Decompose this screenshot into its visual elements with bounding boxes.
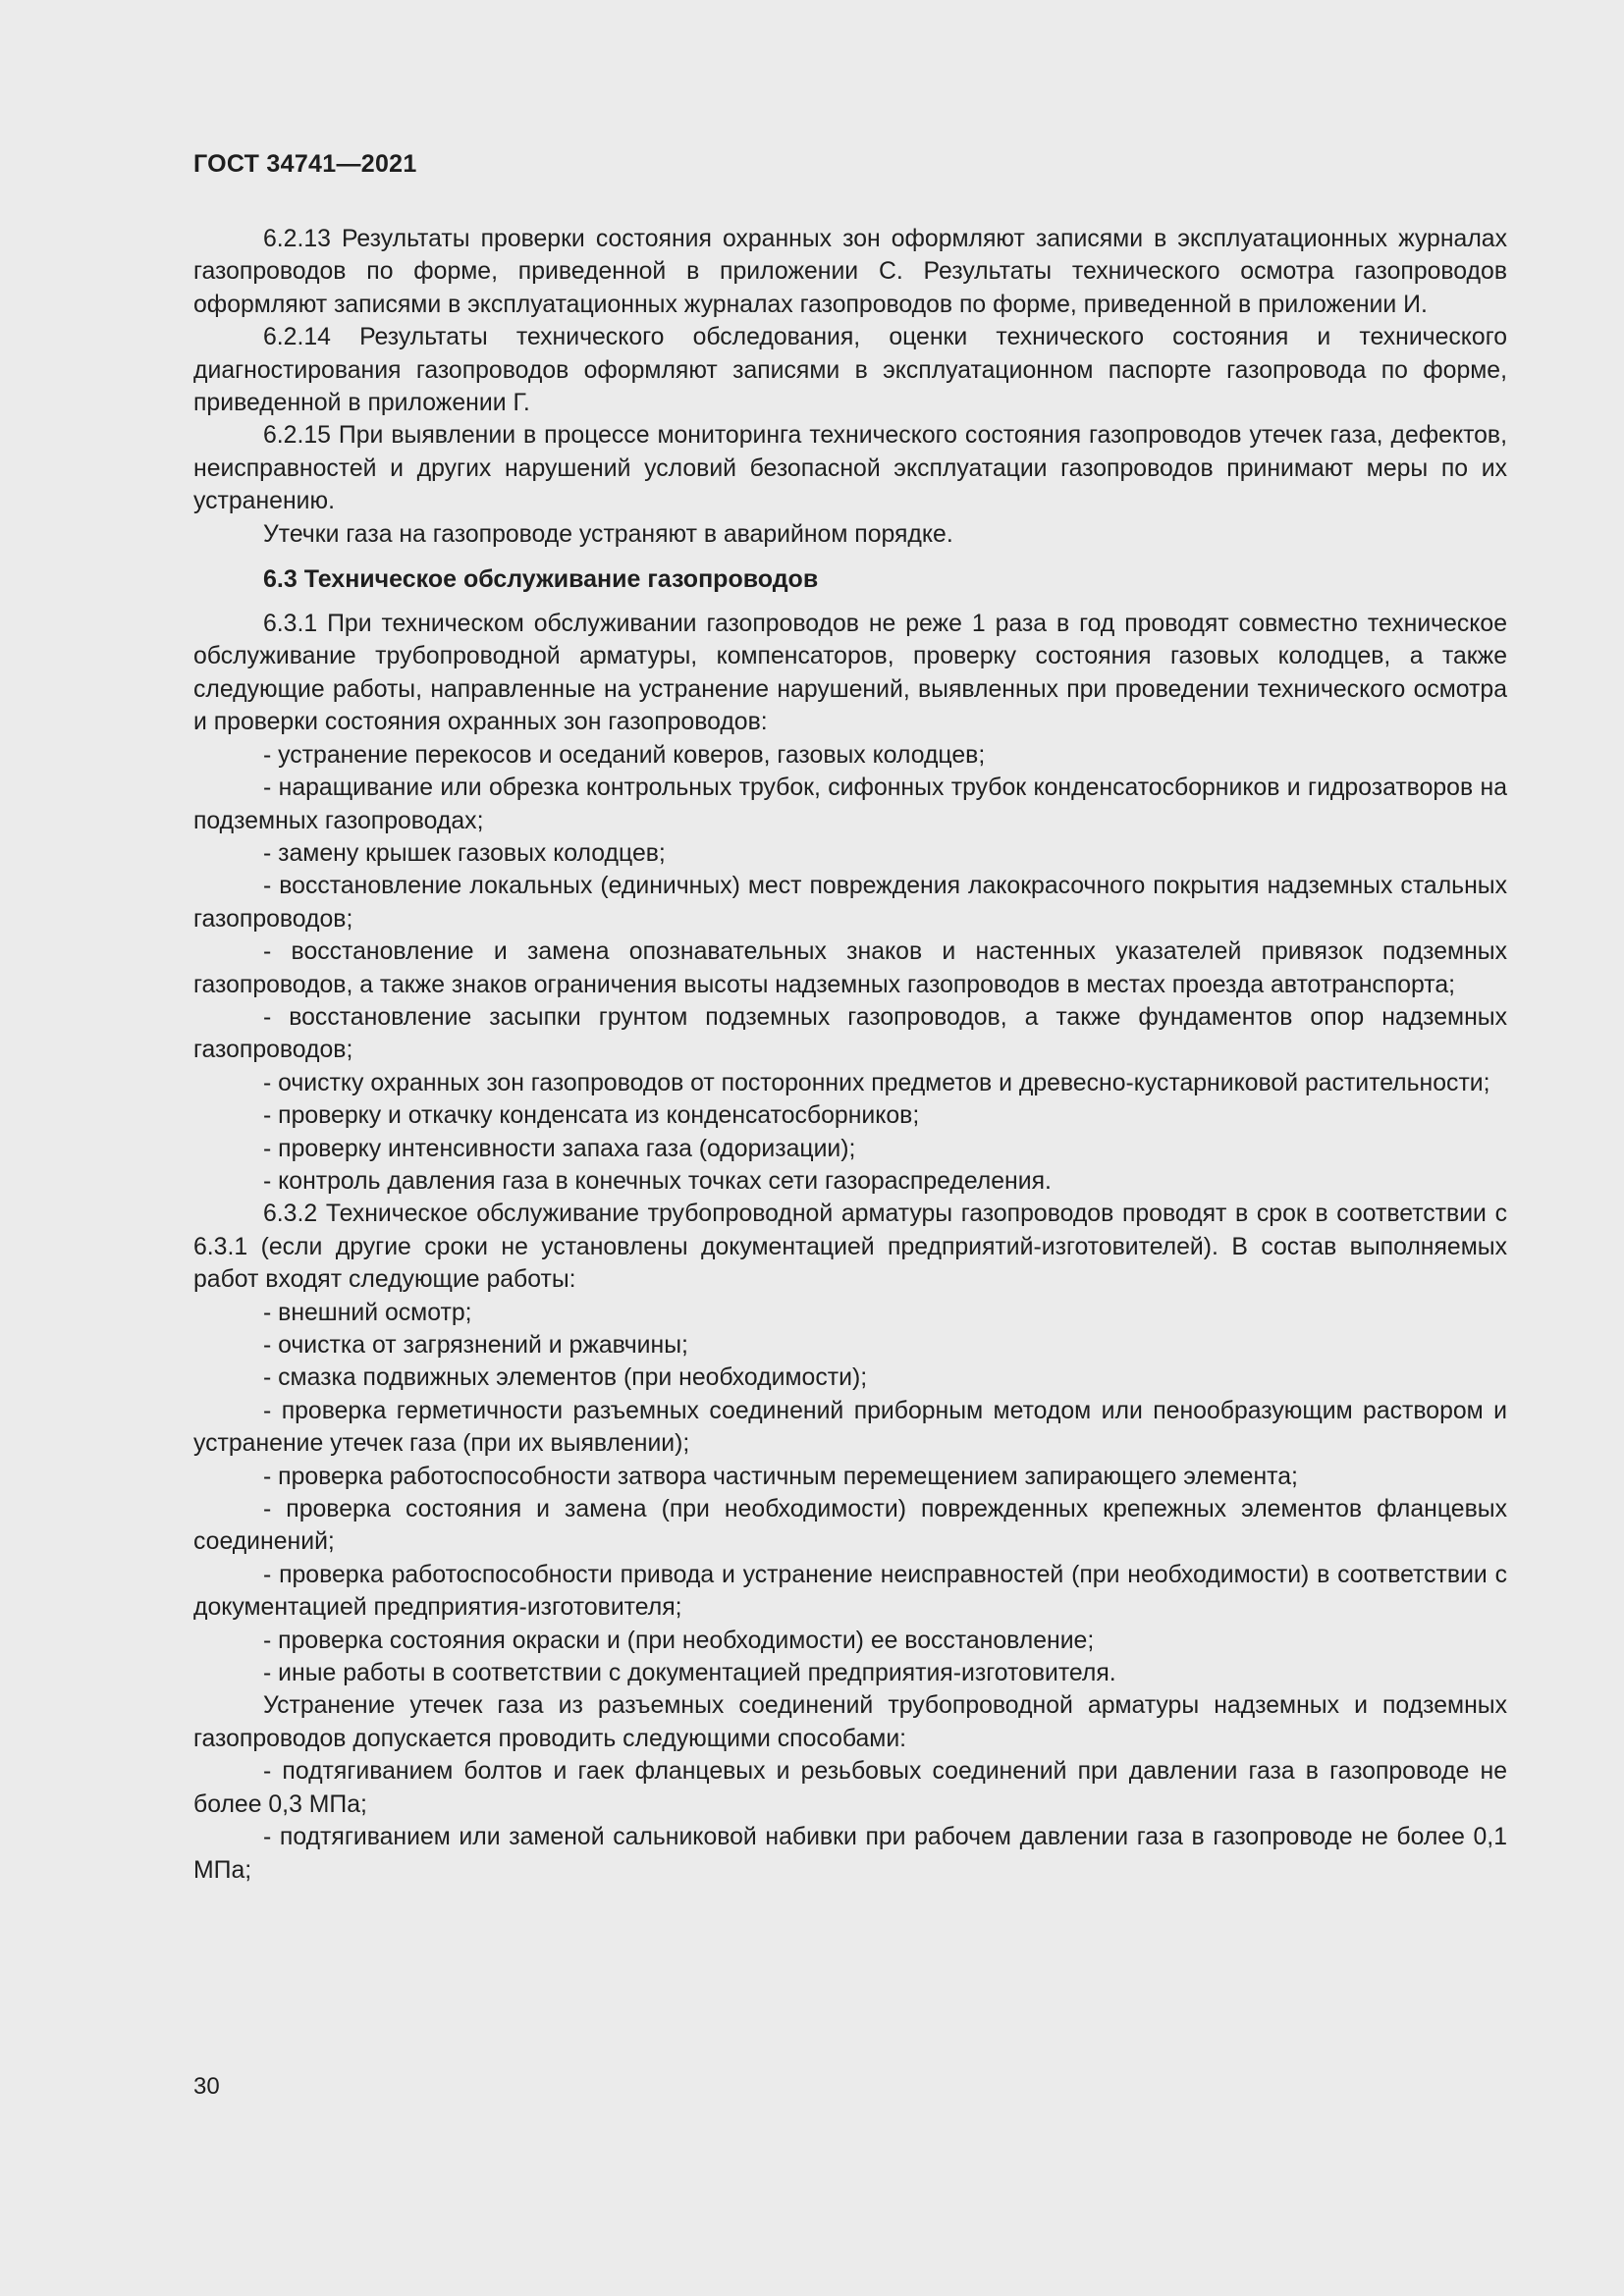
list-item: - наращивание или обрезка контрольных трубок, сифонных трубок конденсатосборников и гидрозатворов на подземных газопроводах; bbox=[193, 774, 1507, 834]
list-item: - проверка состояния окраски и (при необходимости) ее восстановление; bbox=[263, 1627, 1095, 1654]
list-item: - восстановление и замена опознавательных знаков и настенных указателей привязок подземных газопроводов, а также знаков ограничения высоты надземных газопроводов в местах проезда автотранспорта; bbox=[193, 938, 1507, 998]
document-body bbox=[193, 223, 1507, 1887]
list-item: - подтягиванием болтов и гаек фланцевых и резьбовых соединений при давлении газа в газопроводе не более 0,3 МПа; bbox=[193, 1758, 1507, 1818]
paragraph-6-3-1: 6.3.1 При техническом обслуживании газопроводов не реже 1 раза в год проводят совместно техническое обслуживание трубопроводной арматуры, компенсаторов, проверку состояния газовых колодцев, а также следующие работы, направленные на устранение нарушений, выявленных при проведении технического осмотра и проверки состояния охранных зон газопроводов: bbox=[193, 611, 1507, 736]
list-item: - устранение перекосов и оседаний коверов, газовых колодцев; bbox=[263, 741, 986, 769]
list-item: - замену крышек газовых колодцев; bbox=[263, 839, 666, 867]
page-number: 30 bbox=[193, 2073, 220, 2100]
list-item: - проверка состояния и замена (при необходимости) поврежденных крепежных элементов фланцевых соединений; bbox=[193, 1496, 1507, 1556]
list-item: - проверку и откачку конденсата из конденсатосборников; bbox=[263, 1102, 920, 1130]
paragraph-6-2-13: 6.2.13 Результаты проверки состояния охранных зон оформляют записями в эксплуатационных журналах газопроводов по форме, приведенной в приложении С. Результаты технического осмотра газопроводов оформляют записями в эксплуатационных журналах газопроводов по форме, приведенной в приложении И. bbox=[193, 226, 1507, 318]
list-item: - подтягиванием или заменой сальниковой набивки при рабочем давлении газа в газопроводе не более 0,1 МПа; bbox=[193, 1824, 1507, 1884]
list-item: - контроль давления газа в конечных точках сети газораспределения. bbox=[263, 1167, 1052, 1195]
list-item: - иные работы в соответствии с документацией предприятия-изготовителя. bbox=[263, 1660, 1116, 1687]
list-item: - восстановление засыпки грунтом подземных газопроводов, а также фундаментов опор надземных газопроводов; bbox=[193, 1003, 1507, 1064]
list-item: - проверка работоспособности привода и устранение неисправностей (при необходимости) в соответствии с документацией предприятия-изготовителя; bbox=[193, 1561, 1507, 1622]
list-item: - проверка работоспособности затвора частичным перемещением запирающего элемента; bbox=[263, 1463, 1298, 1490]
paragraph-6-3-2: 6.3.2 Техническое обслуживание трубопроводной арматуры газопроводов проводят в срок в соответствии с 6.3.1 (если другие сроки не установлены документацией предприятий-изготовителей). В состав выполняемых работ входят следующие работы: bbox=[193, 1201, 1507, 1294]
list-item: - проверку интенсивности запаха газа (одоризации); bbox=[263, 1135, 856, 1162]
paragraph-leak-removal: Устранение утечек газа из разъемных соединений трубопроводной арматуры надземных и подземных газопроводов допускается проводить следующими способами: bbox=[193, 1692, 1507, 1752]
paragraph-6-2-14: 6.2.14 Результаты технического обследования, оценки технического состояния и технического диагностирования газопроводов оформляют записями в эксплуатационном паспорте газопровода по форме, приведенной в приложении Г. bbox=[193, 324, 1507, 417]
list-item: - проверка герметичности разъемных соединений приборным методом или пенообразующим раствором и устранение утечек газа (при их выявлении); bbox=[193, 1397, 1507, 1458]
list-item: - очистку охранных зон газопроводов от посторонних предметов и древесно-кустарниковой растительности; bbox=[263, 1069, 1490, 1096]
paragraph-6-2-15: 6.2.15 При выявлении в процессе мониторинга технического состояния газопроводов утечек газа, дефектов, неисправностей и других нарушений условий безопасной эксплуатации газопроводов принимают меры по их устранению. bbox=[193, 422, 1507, 515]
document-code-header: ГОСТ 34741—2021 bbox=[193, 150, 417, 178]
paragraph-6-2-15-leaks: Утечки газа на газопроводе устраняют в аварийном порядке. bbox=[263, 520, 953, 548]
list-item: - смазка подвижных элементов (при необходимости); bbox=[263, 1364, 868, 1392]
list-item: - восстановление локальных (единичных) мест повреждения лакокрасочного покрытия надземных стальных газопроводов; bbox=[193, 873, 1507, 933]
section-heading-6-3: 6.3 Техническое обслуживание газопроводов bbox=[263, 565, 819, 594]
list-item: - внешний осмотр; bbox=[263, 1299, 472, 1326]
list-item: - очистка от загрязнений и ржавчины; bbox=[263, 1332, 688, 1359]
